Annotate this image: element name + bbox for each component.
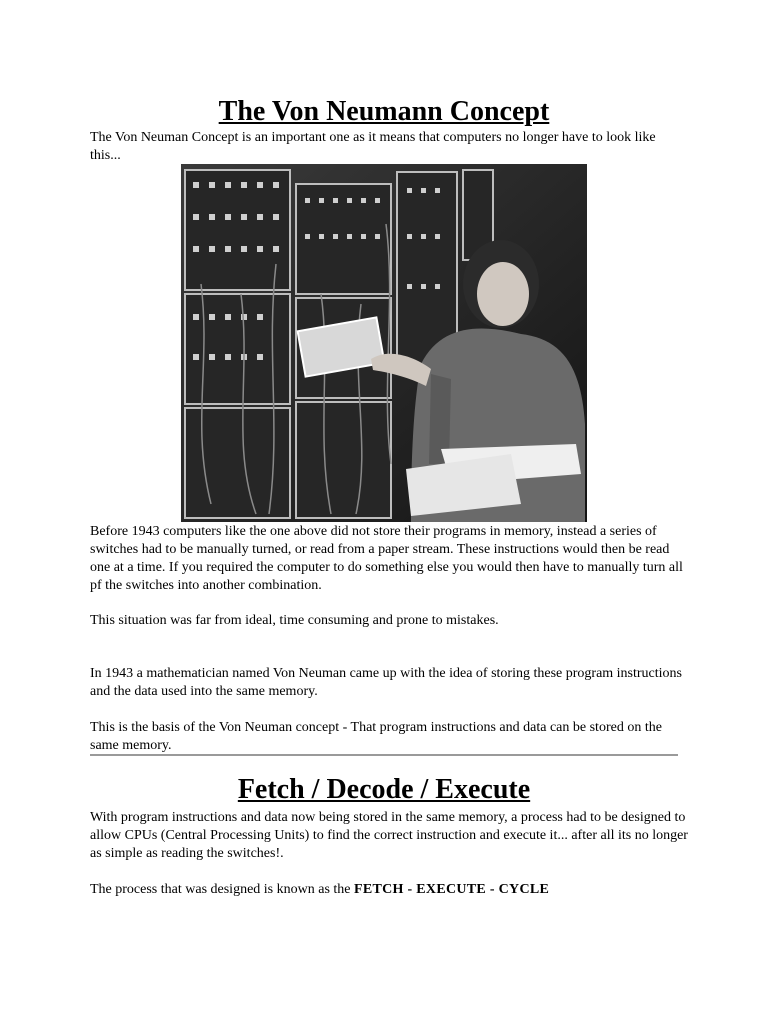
section-title: Fetch / Decode / Execute [237, 774, 531, 805]
eniac-photo [181, 164, 587, 522]
section-divider [90, 754, 678, 756]
fetch-execute-cycle-text: FETCH - EXECUTE - CYCLE [354, 882, 550, 897]
paragraph-basis: This is the basis of the Von Neuman concept - That program instructions and data can be stored on the same memory. [90, 720, 662, 753]
page-title: The Von Neumann Concept [218, 96, 550, 127]
paragraph-situation: This situation was far from ideal, time consuming and prone to mistakes. [90, 613, 499, 628]
process-text: The process that was designed is known as the [90, 882, 354, 897]
paragraph-fetch-intro: With program instructions and data now being stored in the same memory, a process had to be designed to allow CPUs (Central Processing Units) to find the correct instruction and execute it... after all its no longer as simple as reading the switches!. [90, 810, 688, 861]
paragraph-in-1943: In 1943 a mathematician named Von Neuman came up with the idea of storing these program instructions and the data used into the same memory. [90, 666, 682, 699]
paragraph-before-1943: Before 1943 computers like the one above did not store their programs in memory, instead a series of switches had to be manually turned, or read from a paper stream. These instructions would then be read one at a time. If you required the computer to do something else you would then have to manually turn all pf the switches into another combination. [90, 524, 683, 593]
paragraph-process [90, 881, 688, 899]
intro-paragraph: The Von Neuman Concept is an important one as it means that computers no longer have to look like this... [90, 130, 656, 163]
